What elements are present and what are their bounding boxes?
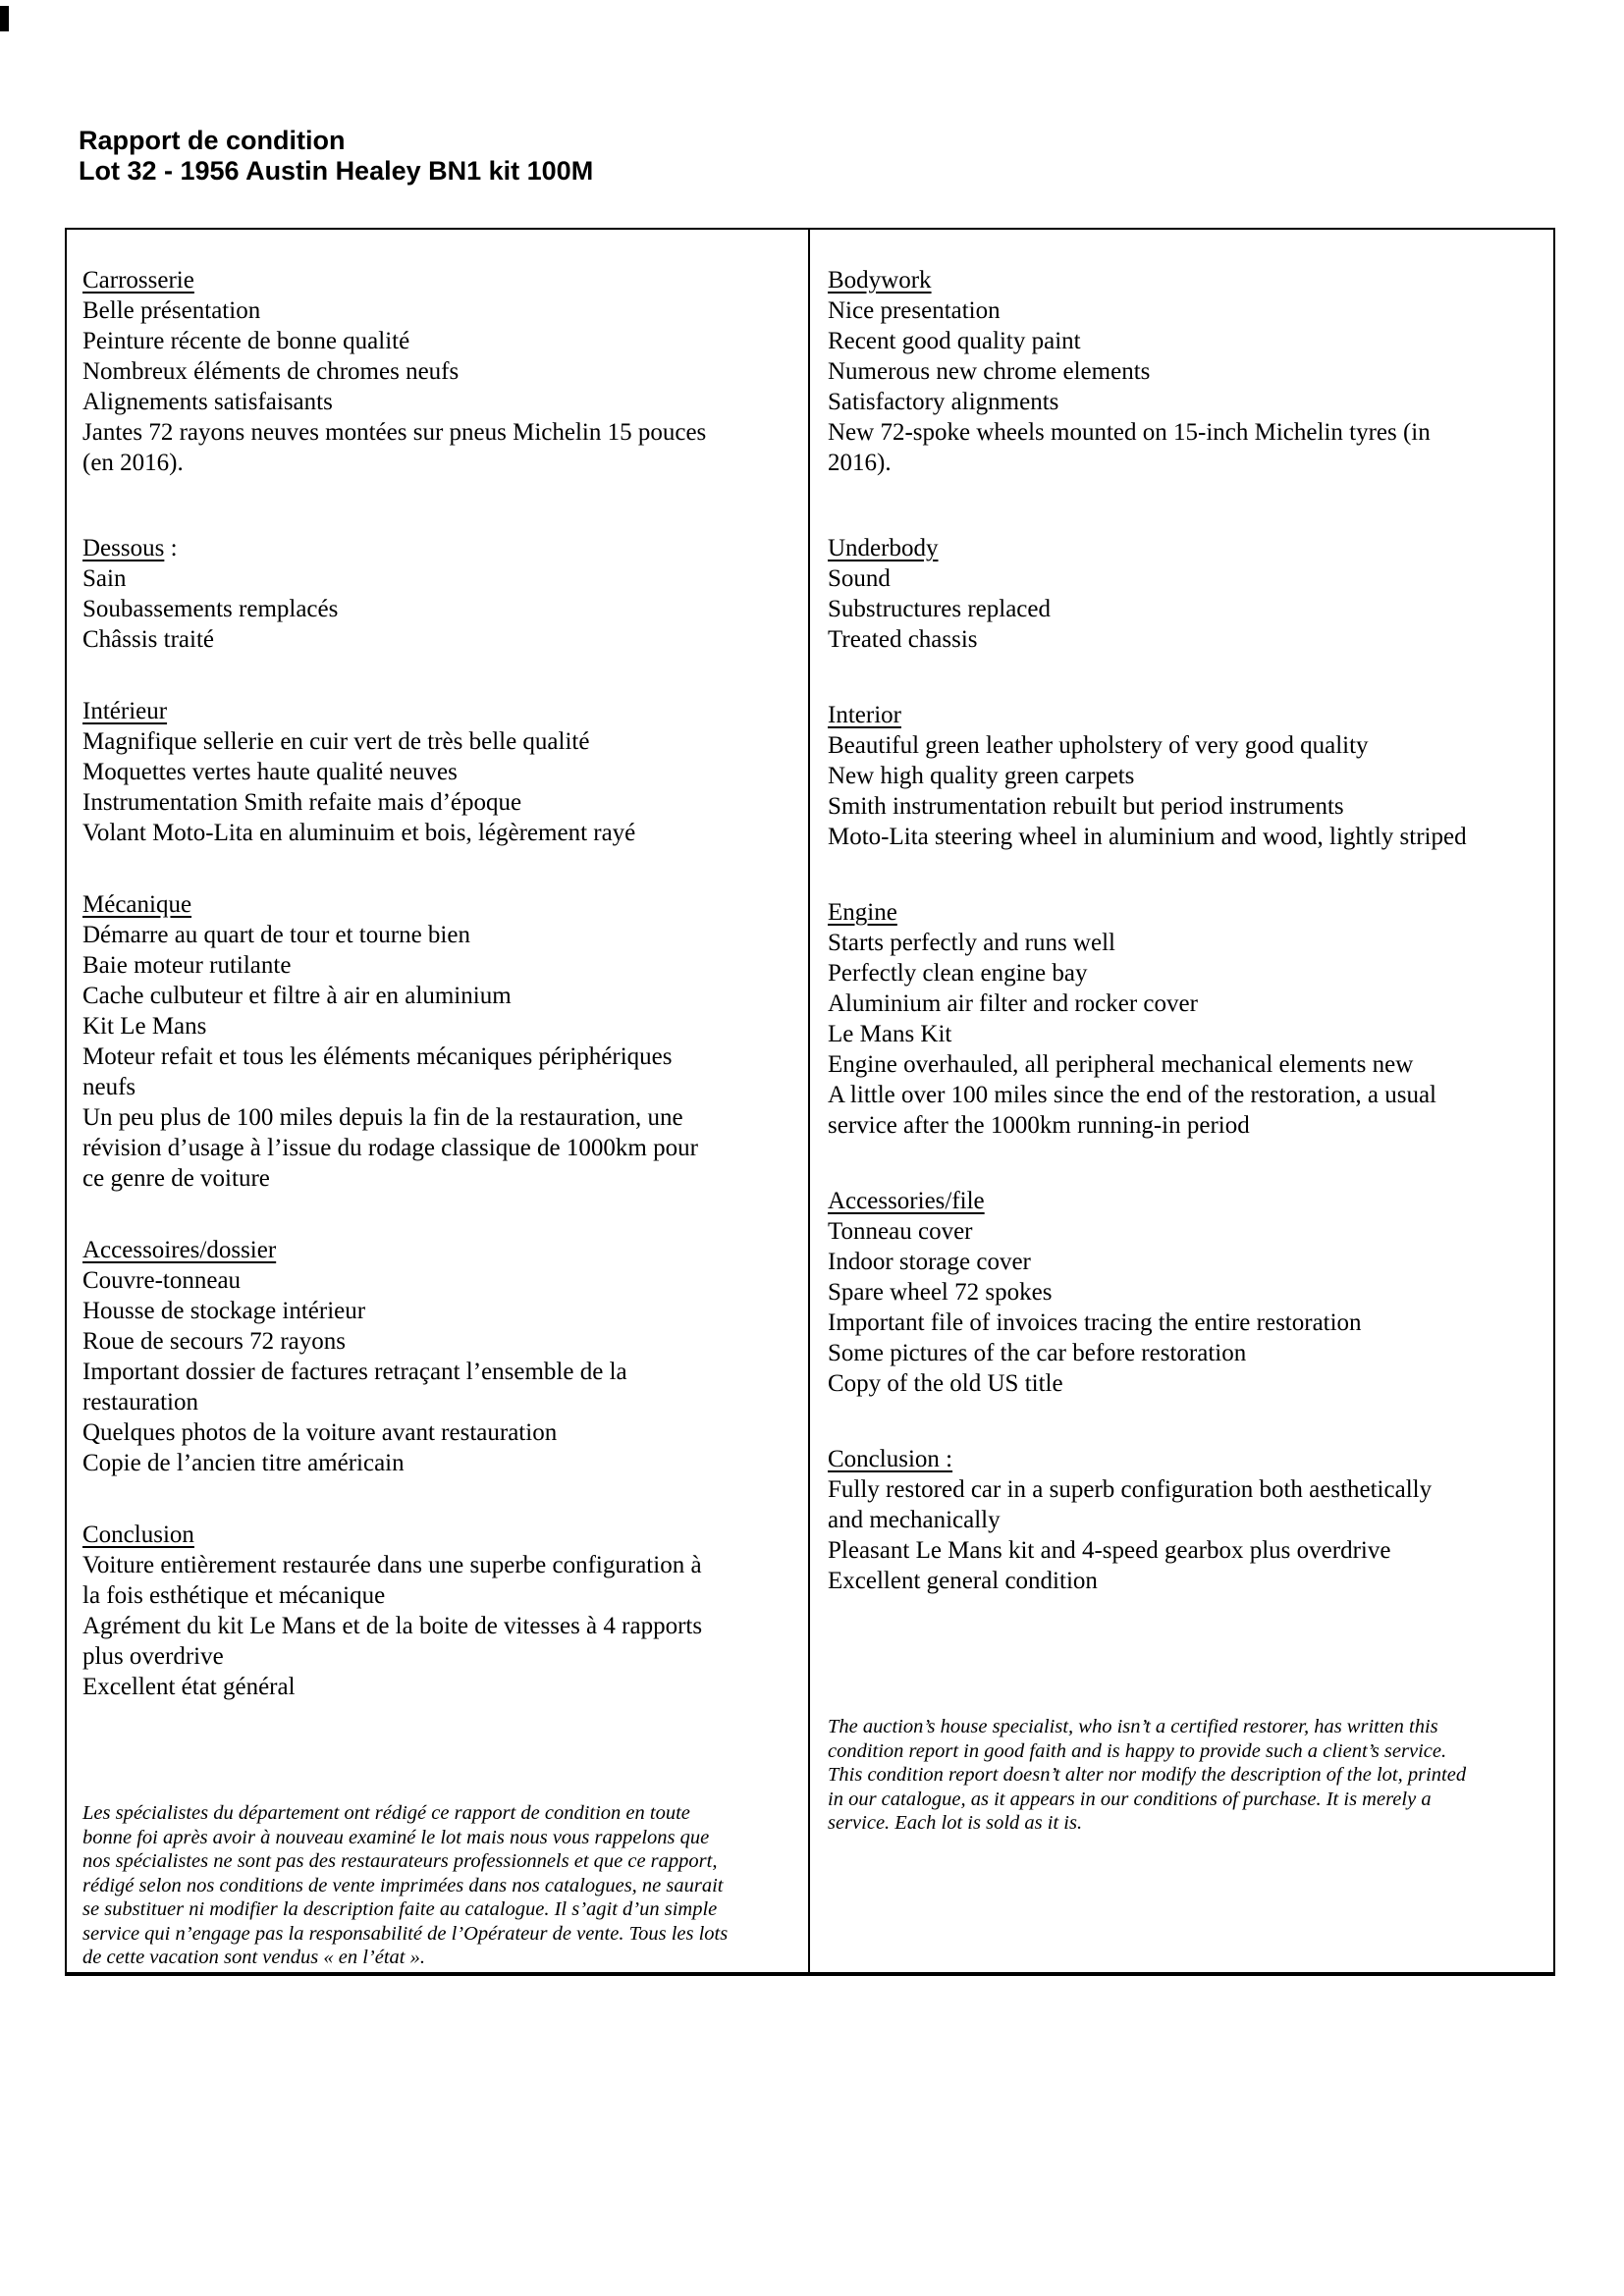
text-line: Copie de l’ancien titre américain <box>82 1450 405 1476</box>
report-section <box>82 533 790 655</box>
report-section <box>82 265 790 478</box>
report-section <box>828 700 1538 852</box>
text-line: Excellent general condition <box>828 1568 1098 1594</box>
text-line: la fois esthétique et mécanique <box>82 1582 386 1609</box>
text-line: Alignements satisfaisants <box>82 389 333 415</box>
disclaimer-line: nos spécialistes ne sont pas des restaurateurs professionnels et que ce rapport, <box>82 1850 718 1872</box>
report-section <box>82 889 790 1194</box>
text-line: service after the 1000km running-in period <box>828 1112 1250 1139</box>
text-line: (en 2016). <box>82 450 184 476</box>
text-line: Voiture entièrement restaurée dans une superbe configuration à <box>82 1552 702 1578</box>
text-line: Satisfactory alignments <box>828 389 1059 415</box>
text-line: Moto-Lita steering wheel in aluminium and wood, lightly striped <box>828 824 1467 850</box>
text-line: Couvre-tonneau <box>82 1267 242 1294</box>
text-line: Baie moteur rutilante <box>82 952 292 979</box>
report-table <box>65 228 1555 1976</box>
text-line: Aluminium air filter and rocker cover <box>828 990 1198 1017</box>
section-list <box>828 265 1538 1596</box>
text-line: Smith instrumentation rebuilt but period instruments <box>828 793 1344 820</box>
text-line: Substructures replaced <box>828 596 1052 622</box>
text-line: révision d’usage à l’issue du rodage classique de 1000km pour <box>82 1135 698 1161</box>
text-line: Sain <box>82 565 127 592</box>
section-heading: Accessories/file <box>828 1188 985 1214</box>
text-line: A little over 100 miles since the end of the restoration, a usual <box>828 1082 1436 1108</box>
text-line: Démarre au quart de tour et tourne bien <box>82 922 470 948</box>
text-line: 2016). <box>828 450 892 476</box>
text-line: Châssis traité <box>82 626 215 653</box>
disclaimer-line: condition report in good faith and is happy to provide such a client’s service. <box>828 1739 1447 1762</box>
section-heading: Conclusion <box>82 1522 194 1548</box>
text-line: Agrément du kit Le Mans et de la boite de vitesses à 4 rapports <box>82 1613 703 1639</box>
text-line: Important file of invoices tracing the entire restoration <box>828 1309 1362 1336</box>
text-line: Kit Le Mans <box>82 1013 207 1040</box>
report-section <box>828 1186 1538 1399</box>
text-line: New high quality green carpets <box>828 763 1135 789</box>
text-line: plus overdrive <box>82 1643 224 1670</box>
disclaimer <box>82 1801 790 1970</box>
disclaimer-line: The auction’s house specialist, who isn’t a certified restorer, has written this <box>828 1716 1438 1737</box>
text-line: Un peu plus de 100 miles depuis la fin de la restauration, une <box>82 1104 683 1131</box>
disclaimer-line: service. Each lot is sold as it is. <box>828 1812 1083 1834</box>
report-section <box>828 265 1538 478</box>
text-line: Some pictures of the car before restoration <box>828 1340 1247 1366</box>
section-heading: Underbody <box>828 535 939 561</box>
section-list <box>82 265 790 1702</box>
text-line: Beautiful green leather upholstery of very good quality <box>828 732 1369 759</box>
disclaimer-line: rédigé selon nos conditions de vente imprimées dans nos catalogues, ne saurait <box>82 1874 724 1896</box>
section-heading: Dessous : <box>82 535 178 561</box>
report-title <box>79 126 593 187</box>
section-heading: Conclusion : <box>828 1446 953 1472</box>
section-heading: Bodywork <box>828 267 932 294</box>
scan-artifact <box>0 6 9 31</box>
text-line: Peinture récente de bonne qualité <box>82 328 410 354</box>
disclaimer-line: in our catalogue, as it appears in our conditions of purchase. It is merely a <box>828 1788 1432 1810</box>
text-line: Pleasant Le Mans kit and 4-speed gearbox plus overdrive <box>828 1537 1391 1564</box>
report-section <box>828 897 1538 1141</box>
text-line: Housse de stockage intérieur <box>82 1298 366 1324</box>
text-line: Le Mans Kit <box>828 1021 952 1047</box>
report-section <box>828 533 1538 655</box>
text-line: Magnifique sellerie en cuir vert de très belle qualité <box>82 728 590 755</box>
text-line: Volant Moto-Lita en aluminuim et bois, légèrement rayé <box>82 820 636 846</box>
section-heading: Intérieur <box>82 698 168 724</box>
text-line: Starts perfectly and runs well <box>828 930 1115 956</box>
text-line: ce genre de voiture <box>82 1165 270 1192</box>
text-line: Copy of the old US title <box>828 1370 1063 1397</box>
disclaimer-line: service qui n’engage pas la responsabilité de l’Opérateur de vente. Tous les lots <box>82 1922 729 1945</box>
section-heading: Accessoires/dossier <box>82 1237 277 1263</box>
text-line: Moquettes vertes haute qualité neuves <box>82 759 458 785</box>
disclaimer-line: bonne foi après avoir à nouveau examiné le lot mais nous vous rappelons que <box>82 1826 710 1848</box>
text-line: Fully restored car in a superb configuration both aesthetically <box>828 1476 1433 1503</box>
text-line: Jantes 72 rayons neuves montées sur pneus Michelin 15 pouces <box>82 419 707 446</box>
text-line: Nice presentation <box>828 297 1001 324</box>
section-heading: Interior <box>828 702 901 728</box>
text-line: Moteur refait et tous les éléments mécaniques périphériques <box>82 1043 673 1070</box>
column-english <box>810 230 1553 1972</box>
text-line: Roue de secours 72 rayons <box>82 1328 346 1355</box>
disclaimer-line: de cette vacation sont vendus « en l’état ». <box>82 1947 425 1968</box>
report-section <box>82 1520 790 1702</box>
section-heading: Engine <box>828 899 897 926</box>
text-line: Spare wheel 72 spokes <box>828 1279 1053 1306</box>
text-line: Treated chassis <box>828 626 978 653</box>
disclaimer <box>828 1715 1538 1836</box>
text-line: Belle présentation <box>82 297 261 324</box>
text-line: Indoor storage cover <box>828 1249 1031 1275</box>
text-line: and mechanically <box>828 1507 1001 1533</box>
section-heading: Mécanique <box>82 891 192 918</box>
report-section <box>82 696 790 848</box>
text-line: New 72-spoke wheels mounted on 15-inch Michelin tyres (in <box>828 419 1431 446</box>
report-title-line1: Rapport de condition <box>79 126 346 155</box>
text-line: Recent good quality paint <box>828 328 1081 354</box>
text-line: Important dossier de factures retraçant l’ensemble de la <box>82 1359 627 1385</box>
disclaimer-line: This condition report doesn’t alter nor modify the description of the lot, printed <box>828 1764 1467 1786</box>
text-line: Quelques photos de la voiture avant restauration <box>82 1419 558 1446</box>
report-title-line2: Lot 32 - 1956 Austin Healey BN1 kit 100M <box>79 156 594 186</box>
text-line: Instrumentation Smith refaite mais d’époque <box>82 789 522 816</box>
report-section <box>828 1444 1538 1596</box>
column-french <box>67 230 810 1972</box>
text-line: Numerous new chrome elements <box>828 358 1151 385</box>
report-section <box>82 1235 790 1478</box>
text-line: Excellent état général <box>82 1674 296 1700</box>
text-line: Sound <box>828 565 891 592</box>
text-line: Cache culbuteur et filtre à air en aluminium <box>82 983 512 1009</box>
section-heading: Carrosserie <box>82 267 194 294</box>
text-line: Perfectly clean engine bay <box>828 960 1088 987</box>
text-line: neufs <box>82 1074 136 1100</box>
text-line: Nombreux éléments de chromes neufs <box>82 358 460 385</box>
disclaimer-line: se substituer ni modifier la description faite au catalogue. Il s’agit d’un simple <box>82 1898 718 1920</box>
text-line: restauration <box>82 1389 199 1415</box>
text-line: Soubassements remplacés <box>82 596 339 622</box>
text-line: Tonneau cover <box>828 1218 973 1245</box>
disclaimer-line: Les spécialistes du département ont rédigé ce rapport de condition en toute <box>82 1802 690 1824</box>
text-line: Engine overhauled, all peripheral mechanical elements new <box>828 1051 1414 1078</box>
